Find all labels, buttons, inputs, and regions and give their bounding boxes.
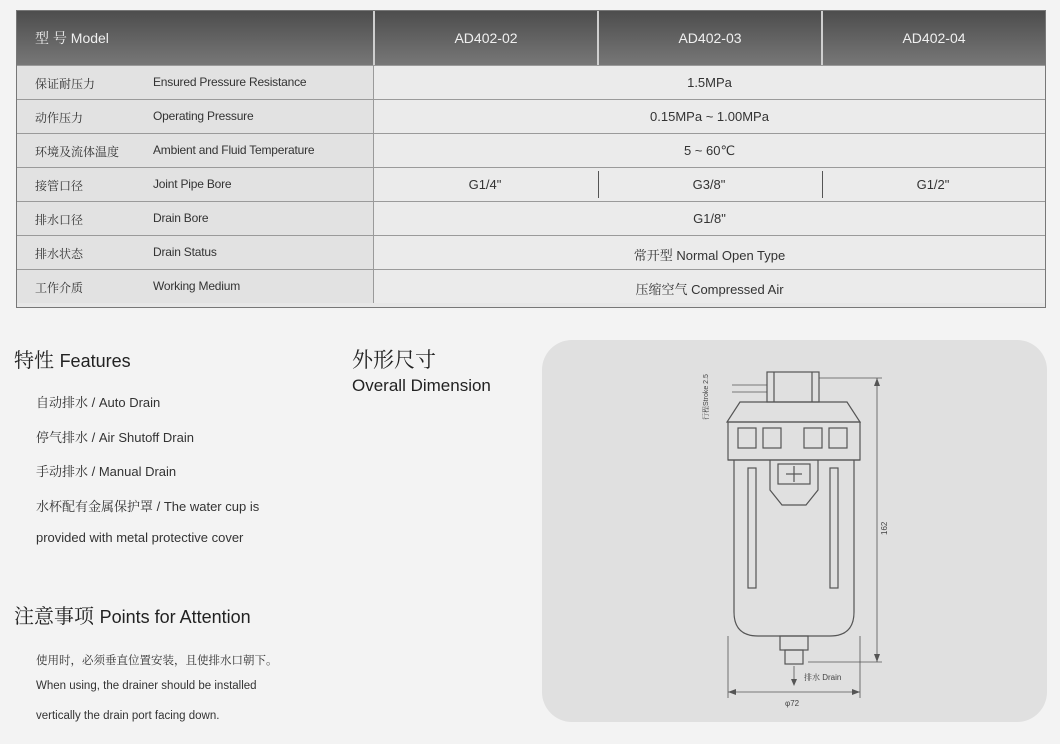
dimension-drawing <box>542 340 1047 722</box>
attention-line: 使用时，必须垂直位置安装，且使排水口朝下。 <box>36 655 278 667</box>
attention-title-en: Points for Attention <box>99 607 251 627</box>
row-label-en: Drain Bore <box>153 211 209 225</box>
table-row <box>17 99 1045 133</box>
row-value-text: 0.15MPa ~ 1.00MPa <box>650 109 769 124</box>
drain-fitting <box>780 636 808 650</box>
row-label <box>17 270 373 303</box>
row-label <box>17 236 373 269</box>
width-label: φ72 <box>785 699 800 708</box>
row-label-cn: 动作压力 <box>35 111 84 125</box>
dimension-title-en: Overall Dimension <box>352 376 491 395</box>
table-row <box>17 133 1045 167</box>
header-model-1: AD402-02 <box>454 30 518 46</box>
row-value <box>373 236 1045 269</box>
row-label <box>17 66 373 99</box>
attention-title-cn: 注意事项 <box>14 606 94 628</box>
height-label: 162 <box>880 521 889 535</box>
body-top <box>727 402 860 422</box>
row-label-cn: 排水口径 <box>35 213 84 227</box>
row-label-en: Drain Status <box>153 245 217 259</box>
row-value-text: G1/8" <box>693 211 726 226</box>
stroke-label: 行程Stroke 2.5 <box>703 374 710 420</box>
inlet-fitting <box>767 372 819 402</box>
table-row <box>17 269 1045 303</box>
row-label-en: Operating Pressure <box>153 109 254 123</box>
row-label-en: Working Medium <box>153 279 241 293</box>
row-value <box>373 66 1045 99</box>
row-label <box>17 100 373 133</box>
features-heading <box>14 344 131 373</box>
spec-table <box>16 10 1046 308</box>
row-value <box>373 100 1045 133</box>
row-label-cn: 工作介质 <box>35 281 84 295</box>
guard-slot <box>830 468 838 588</box>
row-label-en: Joint Pipe Bore <box>153 177 232 191</box>
feature-item: 手动排水 / Manual Drain <box>36 464 177 479</box>
attention-line: When using, the drainer should be installed <box>36 680 257 692</box>
row-value-text: 1.5MPa <box>687 75 732 90</box>
feature-item: 停气排水 / Air Shutoff Drain <box>36 430 194 445</box>
row-value <box>373 202 1045 235</box>
row-value-model-2: G3/8" <box>692 177 726 192</box>
features-title-cn: 特性 <box>14 350 54 372</box>
table-row <box>17 235 1045 269</box>
feature-item: provided with metal protective cover <box>36 530 244 545</box>
row-value-text: 压缩空气 Compressed Air <box>635 282 784 297</box>
row-label <box>17 134 373 167</box>
water-cup <box>734 460 854 636</box>
row-value <box>373 134 1045 167</box>
table-row <box>17 167 1045 201</box>
row-value <box>373 270 1045 303</box>
row-value-text: 常开型 Normal Open Type <box>633 248 786 263</box>
header-model-3: AD402-04 <box>902 30 966 46</box>
table-header <box>17 11 1045 65</box>
row-value-model-3: G1/2" <box>916 177 950 192</box>
row-label-cn: 接管口径 <box>35 179 84 193</box>
row-label-en: Ensured Pressure Resistance <box>153 75 307 89</box>
header-model-2: AD402-03 <box>678 30 742 46</box>
dimension-title-cn: 外形尺寸 <box>352 349 436 372</box>
row-value-model-1: G1/4" <box>468 177 502 192</box>
row-value-text: 5 ~ 60℃ <box>683 143 736 158</box>
dimension-heading <box>352 344 491 396</box>
row-label <box>17 168 373 201</box>
row-label-cn: 环境及流体温度 <box>35 145 120 159</box>
table-row <box>17 201 1045 235</box>
dimension-drawing-panel <box>542 340 1047 722</box>
row-label-en: Ambient and Fluid Temperature <box>153 143 315 157</box>
guard-slot <box>748 468 756 588</box>
feature-item: 自动排水 / Auto Drain <box>36 395 161 410</box>
feature-item: 水杯配有金属保护罩 / The water cup is <box>36 499 260 514</box>
row-label-cn: 排水状态 <box>35 247 84 261</box>
drain-label: 排水 Drain <box>804 673 842 682</box>
header-model-label: 型 号 Model <box>35 30 109 46</box>
row-label-cn: 保证耐压力 <box>35 77 96 91</box>
attention-line: vertically the drain port facing down. <box>36 710 220 722</box>
row-label <box>17 202 373 235</box>
table-row <box>17 65 1045 99</box>
features-title-en: Features <box>59 351 131 371</box>
row-value <box>373 168 1045 201</box>
attention-heading <box>14 600 251 629</box>
